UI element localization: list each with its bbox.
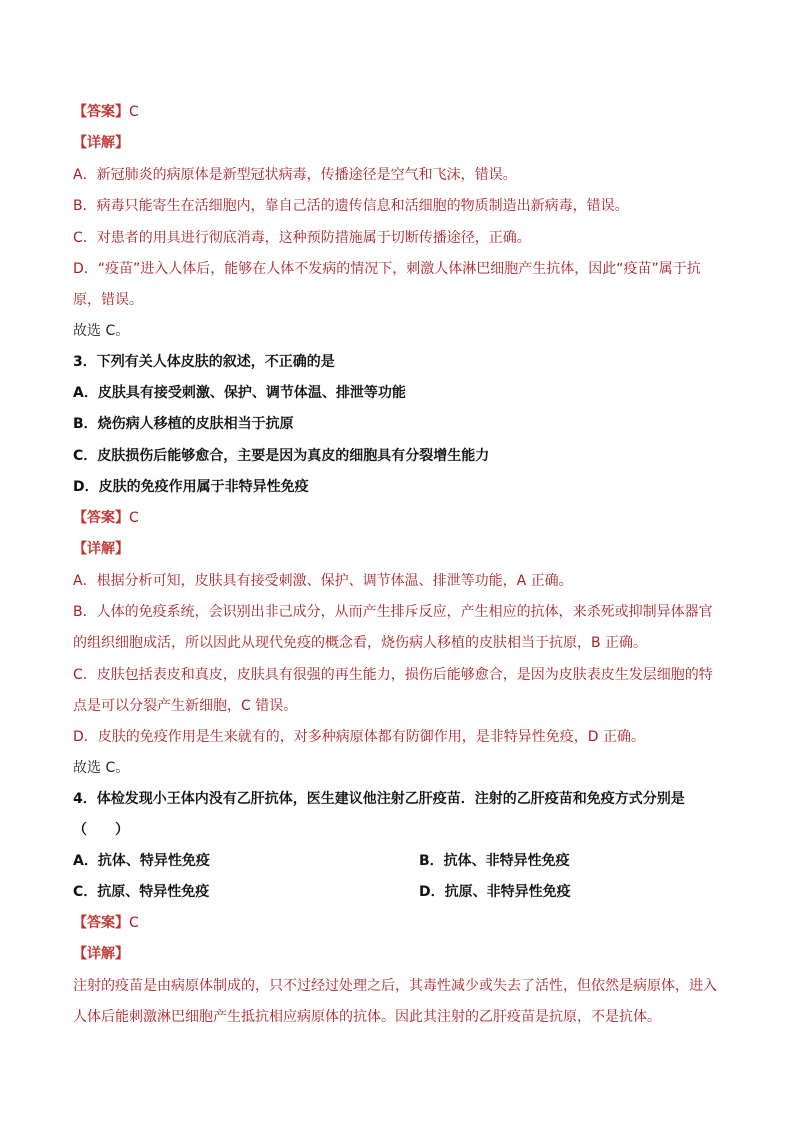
answer-line-4 [73, 914, 139, 932]
explanation-line: A．新冠肺炎的病原体是新型冠状病毒，传播途径是空气和飞沫，错误。 [73, 167, 517, 183]
question-4-option-b: B．抗体、非特异性免疫 [419, 853, 570, 869]
explanation-line: D．皮肤的免疫作用是生来就有的，对多种病原体都有防御作用，是非特异性免疫，D 正确。 [73, 729, 646, 745]
explanation-line: A．根据分析可知，皮肤具有接受刺激、保护、调节体温、排泄等功能，A 正确。 [73, 573, 573, 589]
explanation-line: 人体后能刺激淋巴细胞产生抵抗相应病原体的抗体。因此其注射的乙肝疫苗是抗原，不是抗体。 [73, 1009, 661, 1025]
question-4-option-c: C．抗原、特异性免疫 [73, 884, 210, 900]
answer-value: C [129, 510, 139, 526]
detail-tag: 【详解】 [73, 541, 129, 557]
explanation-line: D．“疫苗”进入人体后，能够在人体不发病的情况下，刺激人体淋巴细胞产生抗体，因此“疫苗”属于抗 [73, 261, 701, 277]
question-4-option-row-1 [73, 852, 570, 870]
question-4-paren: （ ） [73, 822, 129, 838]
question-3-option-a: A．皮肤具有接受刺激、保护、调节体温、排泄等功能 [73, 385, 406, 401]
explanation-line: 注射的疫苗是由病原体制成的，只不过经过处理之后，其毒性减少或失去了活性，但依然是病原体，进入 [73, 978, 717, 994]
answer-value: C [129, 915, 139, 931]
explanation-line: C．皮肤包括表皮和真皮，皮肤具有很强的再生能力，损伤后能够愈合，是因为皮肤表皮生发层细胞的特 [73, 667, 713, 683]
question-4-stem: 4．体检发现小王体内没有乙肝抗体，医生建议他注射乙肝疫苗．注射的乙肝疫苗和免疫方式分别是 [73, 791, 685, 807]
question-3-option-b: B．烧伤病人移植的皮肤相当于抗原 [73, 416, 294, 432]
question-4-option-a: A．抗体、特异性免疫 [73, 853, 210, 869]
detail-tag-line-4 [73, 945, 129, 963]
explanation-line: C．对患者的用具进行彻底消毒，这种预防措施属于切断传播途径，正确。 [73, 230, 531, 246]
question-4-option-row-2 [73, 883, 571, 901]
detail-tag: 【详解】 [73, 946, 129, 962]
question-3-stem: 3．下列有关人体皮肤的叙述，不正确的是 [73, 354, 335, 370]
answer-tag: 【答案】 [73, 915, 129, 931]
question-4-option-d: D．抗原、非特异性免疫 [419, 884, 571, 900]
explanation-line: 的组织细胞成活，所以因此从现代免疫的概念看，烧伤病人移植的皮肤相当于抗原，B 正确。 [73, 635, 648, 651]
answer-value: C [129, 104, 139, 120]
question-3-option-c: C．皮肤损伤后能够愈合，主要是因为真皮的细胞具有分裂增生能力 [73, 448, 490, 464]
explanation-line: B．人体的免疫系统，会识别出非己成分，从而产生排斥反应，产生相应的抗体，来杀死或抑制异体器官 [73, 604, 713, 620]
explanation-line: 点是可以分裂产生新细胞，C 错误。 [73, 698, 298, 714]
detail-tag: 【详解】 [73, 135, 129, 151]
explanation-line: 原，错误。 [73, 292, 143, 308]
conclusion-line: 故选 C。 [73, 323, 130, 339]
answer-tag: 【答案】 [73, 510, 129, 526]
answer-line-1 [73, 103, 139, 121]
answer-tag: 【答案】 [73, 104, 129, 120]
answer-line-3 [73, 509, 139, 527]
explanation-line: B．病毒只能寄生在活细胞内，靠自己活的遗传信息和活细胞的物质制造出新病毒，错误。 [73, 198, 629, 214]
conclusion-line: 故选 C。 [73, 760, 130, 776]
question-3-option-d: D．皮肤的免疫作用属于非特异性免疫 [73, 479, 309, 495]
detail-tag-line-1 [73, 134, 129, 152]
detail-tag-line-3 [73, 540, 129, 558]
